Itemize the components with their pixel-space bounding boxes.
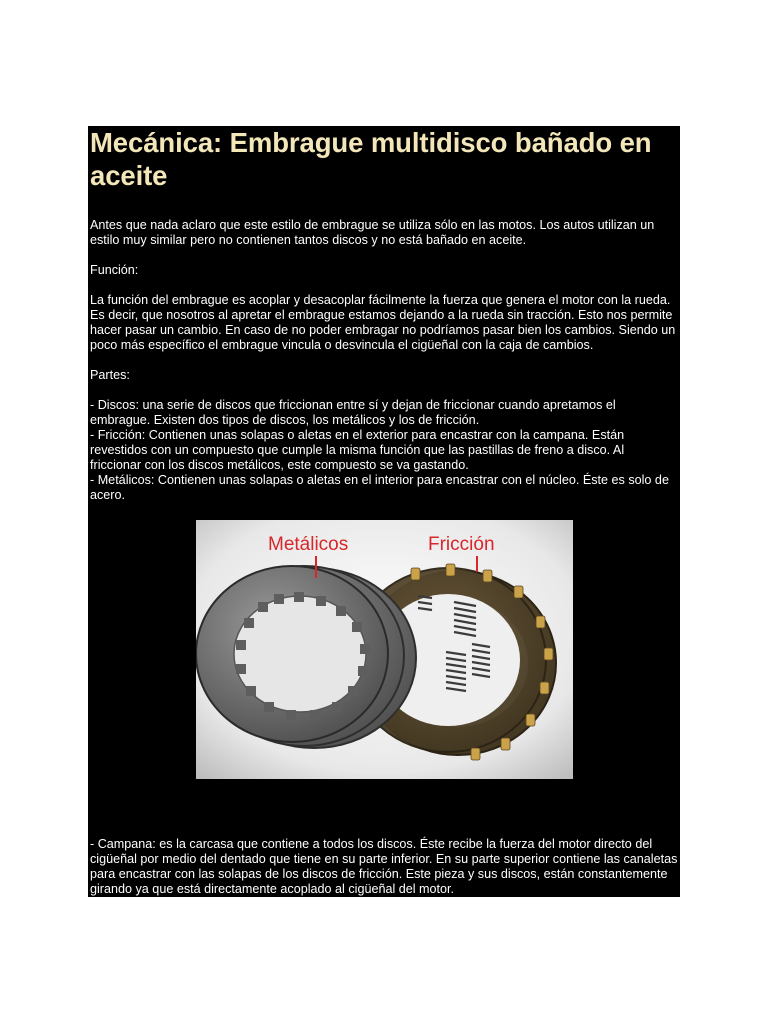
intro-paragraph: Antes que nada aclaro que este estilo de embrague se utiliza sólo en las motos. Los autos utilizan un estilo muy similar pero no contienen tantos discos y no está bañado en aceite.: [90, 218, 655, 247]
article-title: Mecánica: Embrague multidisco bañado en aceite: [90, 127, 652, 191]
campana-paragraph: - Campana: es la carcasa que contiene a todos los discos. Éste recibe la fuerza del motor directo del cigüeñal por medio del dentado que tiene en su parte inferior. En su parte superior contiene las canaletas para encastrar con las solapas de los discos de fricción. Este pieza y sus discos, están constantemente girando ya que está directamente acoplado al cigüeñal del motor.: [90, 837, 678, 896]
clutch-discs-illustration: [196, 520, 573, 779]
article: [88, 126, 680, 897]
discos-paragraph: - Discos: una serie de discos que friccionan entre sí y dejan de friccionar cuando apretamos el embrague. Existen dos tipos de discos, los metálicos y los de fricción.: [90, 398, 616, 427]
funcion-heading: Función:: [90, 263, 139, 277]
label-metalicos: Metálicos: [268, 534, 349, 555]
metal-discs: [196, 566, 416, 748]
metalicos-paragraph: - Metálicos: Contienen unas solapas o aletas en el interior para encastrar con el núcleo. Éste es solo de acero.: [90, 473, 669, 502]
funcion-paragraph: La función del embrague es acoplar y desacoplar fácilmente la fuerza que genera el motor con la rueda. Es decir, que nosotros al apretar el embrague estamos dejando a la rueda sin tracción. Esto nos permite hacer pasar un cambio. En caso de no poder embragar no podríamos pasar bien los cambios. Siendo un poco más específico el embrague vincula o desvincula el cigüeñal con la caja de cambios.: [90, 293, 676, 352]
partes-heading: Partes:: [90, 368, 130, 382]
clutch-discs-photo: [196, 520, 573, 779]
friccion-paragraph: - Fricción: Contienen unas solapas o aletas en el exterior para encastrar con la campana. Están revestidos con un compuesto que cumple la misma función que las pastillas de freno a disco. Al friccionar con los discos metálicos, este compuesto se va gastando.: [90, 428, 625, 472]
label-friccion: Fricción: [428, 534, 495, 555]
